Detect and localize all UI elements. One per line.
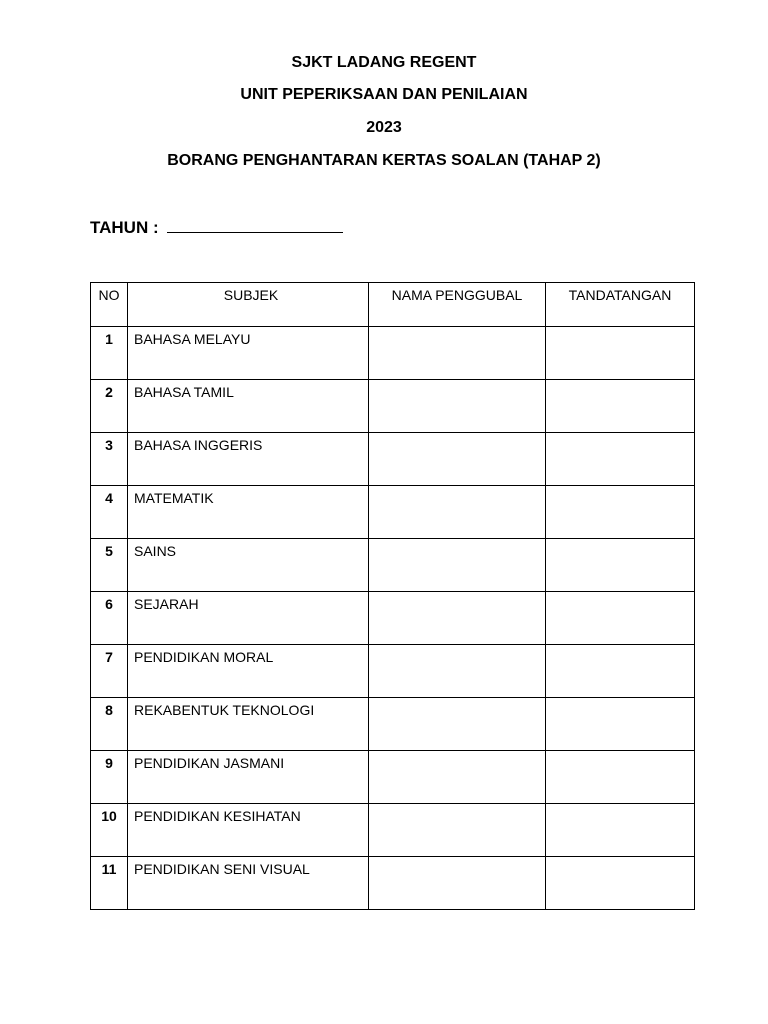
school-name: SJKT LADANG REGENT [291,54,477,71]
tahun-blank-line[interactable] [167,216,343,233]
row-subject: SEJARAH [128,592,369,645]
row-subject: BAHASA MELAYU [128,327,369,380]
row-name-cell[interactable] [369,433,546,486]
row-name-cell[interactable] [369,592,546,645]
row-number: 5 [91,539,128,592]
row-subject: BAHASA INGGERIS [128,433,369,486]
row-signature-cell[interactable] [546,857,695,910]
table-row [91,433,695,486]
row-signature-cell[interactable] [546,698,695,751]
table-header-row [91,283,695,327]
table-row [91,751,695,804]
row-name-cell[interactable] [369,804,546,857]
row-number: 3 [91,433,128,486]
row-subject: MATEMATIK [128,486,369,539]
table-row [91,804,695,857]
row-signature-cell[interactable] [546,645,695,698]
tahun-label: TAHUN : [90,218,159,237]
row-signature-cell[interactable] [546,539,695,592]
table-row [91,327,695,380]
row-signature-cell[interactable] [546,592,695,645]
row-subject: PENDIDIKAN MORAL [128,645,369,698]
row-number: 1 [91,327,128,380]
row-signature-cell[interactable] [546,380,695,433]
row-number: 6 [91,592,128,645]
table-row [91,380,695,433]
table-row [91,539,695,592]
table-row [91,645,695,698]
header-no: NO [91,283,128,327]
row-name-cell[interactable] [369,380,546,433]
row-name-cell[interactable] [369,486,546,539]
table-row [91,698,695,751]
form-title: BORANG PENGHANTARAN KERTAS SOALAN (TAHAP 2) [167,152,601,169]
unit-name: UNIT PEPERIKSAAN DAN PENILAIAN [240,86,528,103]
row-subject: BAHASA TAMIL [128,380,369,433]
header-signature: TANDATANGAN [546,283,695,327]
row-signature-cell[interactable] [546,804,695,857]
row-name-cell[interactable] [369,857,546,910]
row-name-cell[interactable] [369,645,546,698]
table-row [91,592,695,645]
header-subject: SUBJEK [128,283,369,327]
year: 2023 [366,119,402,136]
row-number: 8 [91,698,128,751]
row-number: 4 [91,486,128,539]
row-number: 10 [91,804,128,857]
header-name: NAMA PENGGUBAL [369,283,546,327]
row-subject: PENDIDIKAN KESIHATAN [128,804,369,857]
row-number: 9 [91,751,128,804]
row-number: 2 [91,380,128,433]
submission-table [90,282,695,910]
row-number: 7 [91,645,128,698]
table-row [91,857,695,910]
tahun-field [90,216,343,238]
row-signature-cell[interactable] [546,751,695,804]
row-subject: PENDIDIKAN JASMANI [128,751,369,804]
row-signature-cell[interactable] [546,327,695,380]
table-row [91,486,695,539]
row-subject: SAINS [128,539,369,592]
row-subject: PENDIDIKAN SENI VISUAL [128,857,369,910]
row-name-cell[interactable] [369,698,546,751]
row-number: 11 [91,857,128,910]
row-signature-cell[interactable] [546,486,695,539]
row-name-cell[interactable] [369,327,546,380]
row-name-cell[interactable] [369,751,546,804]
row-subject: REKABENTUK TEKNOLOGI [128,698,369,751]
row-name-cell[interactable] [369,539,546,592]
row-signature-cell[interactable] [546,433,695,486]
